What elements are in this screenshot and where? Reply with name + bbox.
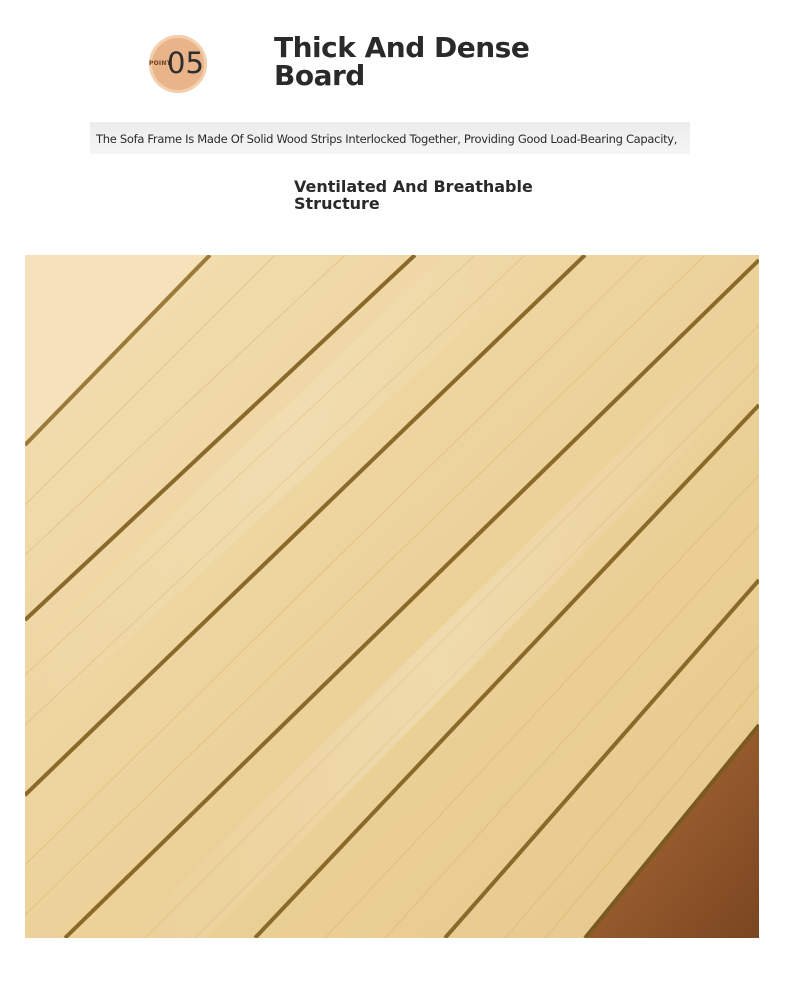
description-strip <box>90 122 690 154</box>
badge-point-label: POINT <box>149 60 171 67</box>
point-badge <box>149 35 207 93</box>
badge-number: 05 <box>167 46 204 80</box>
feature-title: Thick And Dense Board <box>274 31 530 92</box>
wood-slats-illustration <box>25 255 759 938</box>
description-text: The Sofa Frame Is Made Of Solid Wood Strips Interlocked Together, Providing Good Load-Bearing Capacity, <box>96 132 678 146</box>
wooden-slats-image <box>25 255 759 938</box>
feature-subtitle: Ventilated And Breathable Structure <box>294 177 533 213</box>
